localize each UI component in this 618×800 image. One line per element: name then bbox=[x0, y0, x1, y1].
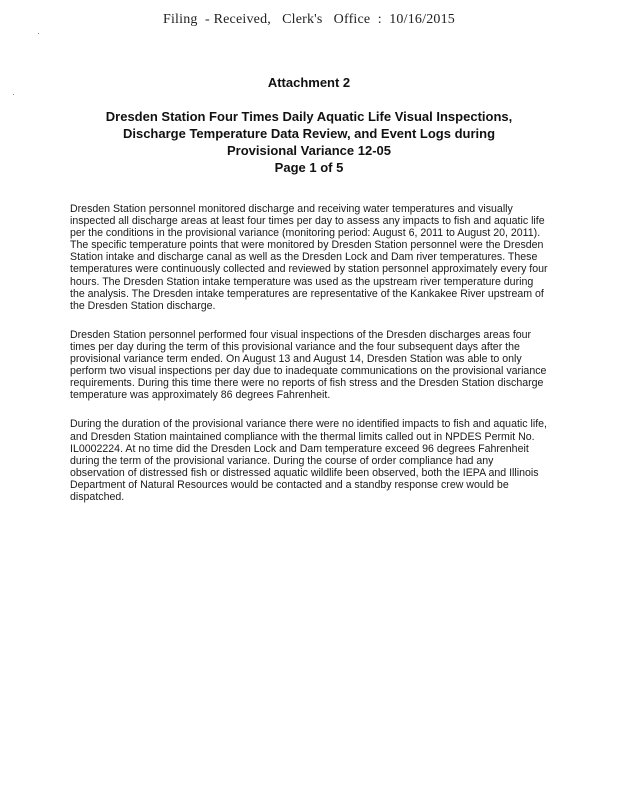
document-title-block bbox=[40, 74, 578, 176]
title-line: Provisional Variance 12-05 bbox=[226, 143, 392, 158]
scan-speck bbox=[13, 94, 14, 95]
paragraph-inspections: Dresden Station personnel performed four visual inspections of the Dresden discharges areas four times per day during the term of this provisional variance and the four subsequent days after the provisional variance term ended. On August 13 and August 14, Dresden Station was able to only perform two visual inspections per day due to inadequate communications on the provisional variance requirements. During this time there were no reports of fish stress and the Dresden Station discharge temperature was approximately 86 degrees Fahrenheit. bbox=[70, 328, 547, 402]
title-line: Dresden Station Four Times Daily Aquatic Life Visual Inspections, bbox=[105, 109, 513, 124]
scan-speck bbox=[38, 33, 39, 34]
title-line: Discharge Temperature Data Review, and Event Logs during bbox=[122, 126, 496, 141]
attachment-label: Attachment 2 bbox=[267, 75, 351, 90]
document-body bbox=[70, 203, 548, 520]
filing-stamp: Filing - Received, Clerk's Office : 10/16/2015 bbox=[162, 12, 456, 27]
paragraph-compliance: During the duration of the provisional variance there were no identified impacts to fish and aquatic life, and Dresden Station maintained compliance with the thermal limits called out in NPDES Permit No. IL0002224. At no time did the Dresden Lock and Dam temperature exceed 96 degrees Fahrenheit during the term of the provisional variance. During the course of order compliance had any observation of distressed fish or distressed aquatic wildlife been observed, both the IEPA and Illinois Department of Natural Resources would be contacted and a standby response crew would be dispatched. bbox=[70, 418, 547, 503]
page-number: Page 1 of 5 bbox=[274, 160, 344, 175]
paragraph-monitoring: Dresden Station personnel monitored discharge and receiving water temperatures and visually inspected all discharge areas at least four times per day to assess any impacts to fish and aquatic life per the conditions in the provisional variance (monitoring period: August 6, 2011 to August 20, 2011). The specific temperature points that were monitored by Dresden Station personnel were the Dresden Station intake and discharge canal as well as the Dresden Lock and Dam river temperatures. These temperatures were continuously collected and reviewed by station personnel approximately every four hours. The Dresden Station intake temperature was used as the upstream river temperature during the analysis. The Dresden intake temperatures are representative of the Kankakee River upstream of the Dresden Station discharge. bbox=[70, 203, 548, 312]
